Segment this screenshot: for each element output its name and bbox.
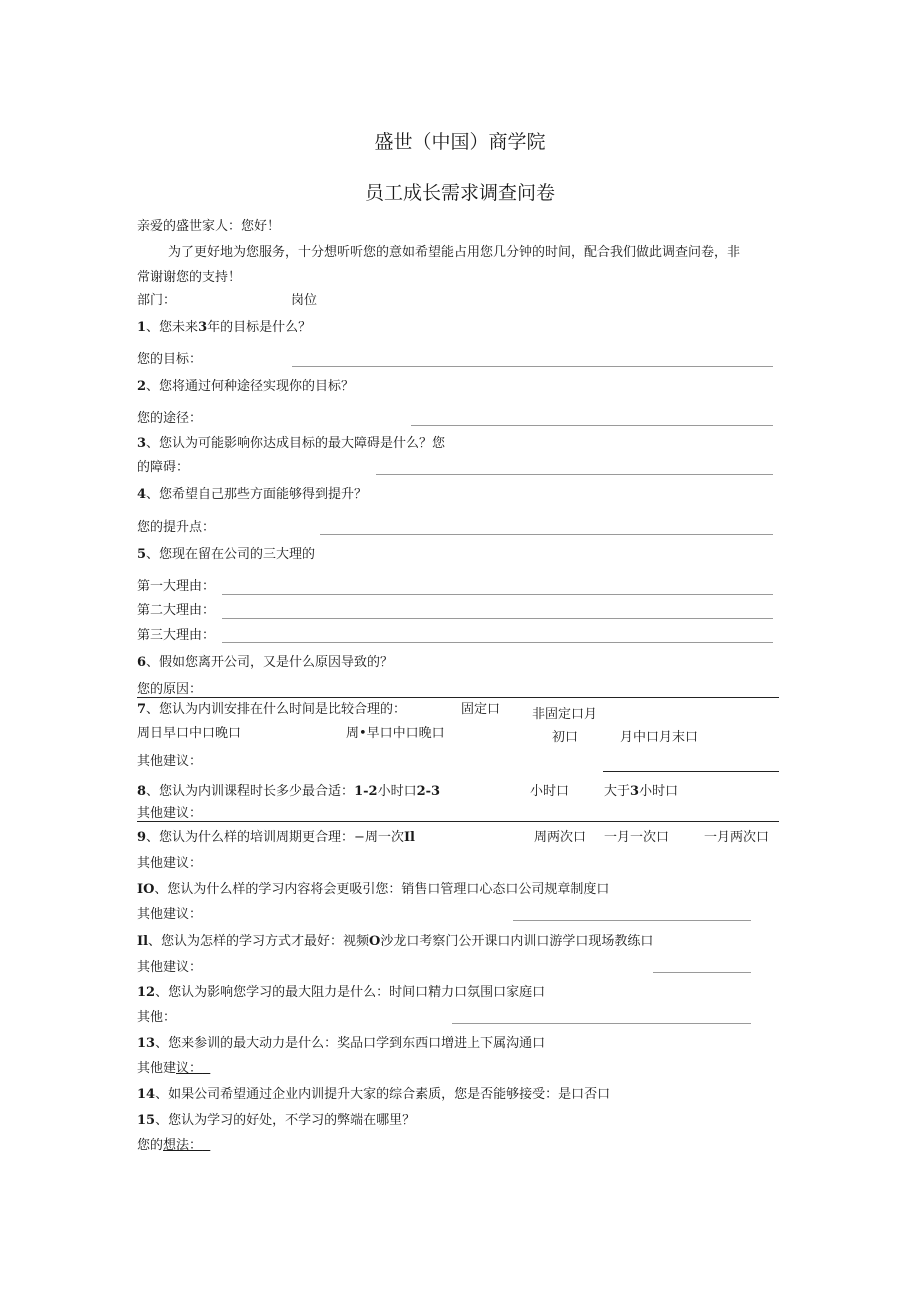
q14-number: 14 (137, 1087, 156, 1102)
q6-answer-line[interactable] (137, 697, 779, 698)
q7-number: 7 (137, 702, 147, 717)
q3-text: 、您认为可能影响你达成目标的最大障碍是什么？您 (146, 436, 446, 451)
q7-option-week1[interactable]: 周日早口中口晚口 (137, 726, 242, 741)
q9-option-once-month[interactable]: 一月一次口 (604, 830, 670, 845)
q8-opt3-prefix: 大于 (604, 784, 631, 799)
q1-text: 、您未来 (146, 320, 199, 335)
q12-other-line[interactable] (452, 1023, 751, 1024)
q10-number: IO (137, 882, 155, 897)
q8-opt2-rest[interactable]: 小时口 (530, 784, 570, 799)
q7-option-nonfixed[interactable]: 非固定口月 (532, 707, 598, 722)
q11-other-label: 其他建议： (137, 960, 203, 975)
q6-text: 、假如您离开公司，又是什么原因导致的？ (146, 655, 394, 670)
q15-text: 、您认为学习的好处，不学习的弊端在哪里？ (155, 1113, 416, 1128)
q9-option-twice-month[interactable]: 一月两次口 (704, 830, 770, 845)
q13-number: 13 (137, 1036, 156, 1051)
q6-number: 6 (137, 655, 147, 670)
q7-other-label: 其他建议： (137, 754, 203, 769)
q15-answer-blank[interactable] (202, 1138, 210, 1153)
q4-text: 、您希望自己那些方面能够得到提升？ (146, 487, 368, 502)
question-5 (137, 547, 315, 563)
q13-other-blank[interactable] (202, 1061, 210, 1076)
q11-mark[interactable]: O (369, 934, 381, 949)
q7-option-fixed[interactable]: 固定口 (461, 702, 501, 717)
q1-answer-label: 您的目标： (137, 352, 203, 367)
q1-rest: 年的目标是什么？ (207, 320, 312, 335)
q6-answer-label: 您的原因： (137, 682, 203, 697)
question-1 (137, 320, 311, 336)
q5-reason1-line[interactable] (222, 594, 773, 595)
q4-answer-line[interactable] (320, 534, 773, 535)
q15-answer-part-b[interactable]: 想法： (163, 1138, 203, 1153)
q2-answer-label: 您的途径： (137, 411, 203, 426)
question-14 (137, 1087, 610, 1103)
q7-other-line[interactable] (603, 771, 779, 772)
q7-option-month-start[interactable]: 初口 (552, 730, 579, 745)
q4-number: 4 (137, 487, 147, 502)
q1-answer-line[interactable] (292, 366, 773, 367)
q9-number: 9 (137, 830, 147, 845)
q8-opt3-rest: 小时口 (639, 784, 679, 799)
q9-option-twice-week[interactable]: 周两次口 (534, 830, 587, 845)
q10-other-line[interactable] (513, 920, 751, 921)
q11-other-line[interactable] (653, 972, 751, 973)
q8-opt3-number: 3 (630, 784, 640, 799)
q15-answer-label (137, 1138, 210, 1154)
institution-title: 盛世（中国）商学院 (374, 131, 546, 153)
q9-opt1-mark[interactable]: Il (403, 830, 415, 845)
q9-other-label: 其他建议： (137, 856, 203, 871)
q11-text2: 沙龙口考察门公开课口内训口游学口现场教练口 (380, 934, 654, 949)
q8-opt3[interactable] (604, 784, 678, 800)
q2-text: 、您将通过何种途径实现你的目标？ (146, 379, 355, 394)
q5-reason1-label: 第一大理由： (137, 579, 216, 594)
q15-answer-part-a: 您的 (137, 1138, 164, 1153)
q10-other-label: 其他建议： (137, 907, 203, 922)
q3-answer-line[interactable] (376, 474, 773, 475)
question-3 (137, 436, 445, 452)
intro-paragraph-line2: 常谢谢您的支持！ (137, 270, 242, 285)
q12-text: 、您认为影响您学习的最大阻力是什么：时间口精力口氛围口家庭口 (155, 985, 546, 1000)
q8-opt2: 2-3 (416, 784, 441, 799)
q8-other-label: 其他建议： (137, 806, 203, 821)
q8-opt1-rest[interactable]: 小时口 (377, 784, 417, 799)
questionnaire-title: 员工成长需求调查问卷 (364, 182, 555, 204)
q2-answer-line[interactable] (411, 425, 773, 426)
greeting: 亲爱的盛世家人：您好！ (137, 219, 281, 234)
question-8 (137, 784, 440, 800)
q7-text: 、您认为内训安排在什么时间是比较合理的： (146, 702, 407, 717)
q7-option-month-mid-end[interactable]: 月中口月末口 (620, 730, 699, 745)
q13-other-part-a: 其他建 (137, 1061, 177, 1076)
q5-reason3-line[interactable] (222, 642, 773, 643)
q12-number: 12 (137, 985, 156, 1000)
question-12 (137, 985, 545, 1001)
question-15 (137, 1113, 415, 1129)
q1-bold-3: 3 (198, 320, 208, 335)
q5-number: 5 (137, 547, 147, 562)
question-4 (137, 487, 367, 503)
q11-number: Il (137, 934, 149, 949)
question-6 (137, 655, 393, 671)
q13-other-part-b[interactable]: 议： (176, 1061, 203, 1076)
q10-text: 、您认为什么样的学习内容将会更吸引您：销售口管理口心态口公司规章制度口 (154, 882, 610, 897)
q11-text: 、您认为怎样的学习方式才最好：视频 (148, 934, 370, 949)
q9-text: 、您认为什么样的培训周期更合理：−周一次 (146, 830, 404, 845)
question-13 (137, 1036, 545, 1052)
q3-answer-label: 的障碍： (137, 460, 190, 475)
q7-option-week2[interactable]: 周•早口中口晚口 (346, 726, 445, 741)
question-9 (137, 830, 415, 846)
question-2 (137, 379, 354, 395)
q4-answer-label: 您的提升点： (137, 520, 216, 535)
intro-paragraph-line1: 为了更好地为您服务，十分想听听您的意如希望能占用您几分钟的时间，配合我们做此调查问卷，非 (168, 245, 741, 260)
q8-other-line[interactable] (137, 821, 779, 822)
q8-number: 8 (137, 784, 147, 799)
q14-text: 、如果公司希望通过企业内训提升大家的综合素质，您是否能够接受：是口否口 (155, 1087, 611, 1102)
q8-opt1: 1-2 (354, 784, 378, 799)
q13-other-label (137, 1061, 210, 1077)
q13-text: 、您来参训的最大动力是什么：奖品口学到东西口增进上下属沟通口 (155, 1036, 546, 1051)
q3-number: 3 (137, 436, 147, 451)
question-11 (137, 934, 653, 950)
q2-number: 2 (137, 379, 147, 394)
question-10 (137, 882, 609, 898)
q8-text: 、您认为内训课程时长多少最合适： (146, 784, 355, 799)
q5-reason2-line[interactable] (222, 618, 773, 619)
q15-number: 15 (137, 1113, 156, 1128)
question-7 (137, 702, 406, 718)
department-label: 部门： (137, 293, 177, 308)
q5-reason3-label: 第三大理由： (137, 628, 216, 643)
q12-other-label: 其他： (137, 1010, 177, 1025)
q1-number: 1 (137, 320, 147, 335)
q5-reason2-label: 第二大理由： (137, 603, 216, 618)
q5-text: 、您现在留在公司的三大理的 (146, 547, 316, 562)
post-label: 岗位 (291, 293, 318, 308)
